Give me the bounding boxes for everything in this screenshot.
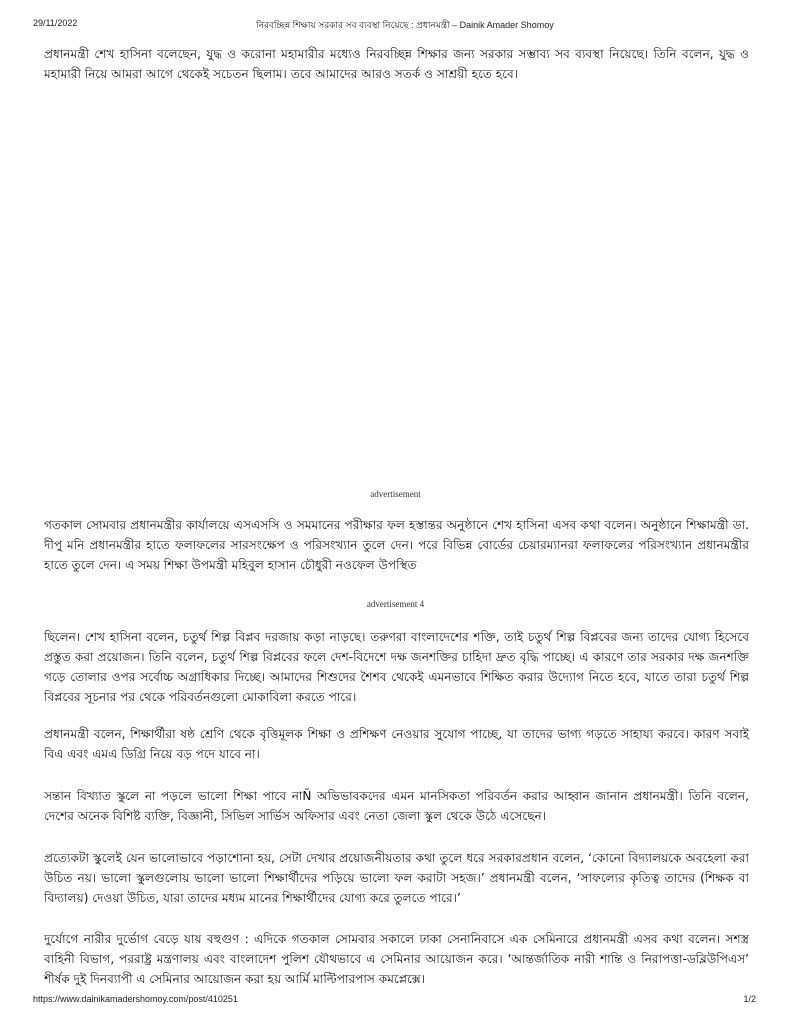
article-paragraph: ছিলেন। শেখ হাসিনা বলেন, চতুর্থ শিল্প বিপ্লব দরজায় কড়া নাড়ছে। তরুণরা বাংলাদেশের শক্তি, তাই চতুর্থ শিল্প বিপ্লবের জন্য তাদের যোগ্য হিসেবে প্রস্তুত করা প্রয়োজন। তিনি বলেন, চতুর্থ শিল্প বিপ্লবের ফলে দেশ-বিদেশে দক্ষ জনশক্তির চাহিদা দ্রুত বৃদ্ধি পাচ্ছে। এ কারণে তার সরকার দক্ষ জনশক্তি গড়ে তোলার ওপর সর্বোচ্চ অগ্রাধিকার দিচ্ছে। আমাদের শিশুদের শৈশব থেকেই এমনভাবে শিক্ষিত করার উদ্যোগ নিতে হবে, যাতে তারা চতুর্থ শিল্প বিপ্লবের সূচনার পর থেকে পরিবর্তনগুলো মোকাবিলা করতে পারে।: [44, 630, 749, 704]
article-paragraph: প্রত্যেকটা স্কুলেই যেন ভালোভাবে পড়াশোনা হয়, সেটা দেখার প্রয়োজনীয়তার কথা তুলে ধরে সরকারপ্রধান বলেন, ‘কোনো বিদ্যালয়কে অবহেলা করা উচিত নয়। ভালো স্কুলগুলোয় ভালো ভালো শিক্ষার্থীদের পড়িয়ে ভালো ফল করাটা সহজ।’ প্রধানমন্ত্রী বলেন, ‘সাফল্যের কৃতিত্ব তাদের (শিক্ষক বা বিদ্যালয়) দেওয়া উচিত, যারা তাদের মধ্যম মানের শিক্ষার্থীদের যোগ্য করে তুলতে পারে।’: [44, 851, 749, 905]
article-paragraph: সন্তান বিখ্যাত স্কুলে না পড়লে ভালো শিক্ষা পাবে নাÑ অভিভাবকদের এমন মানসিকতা পরিবর্তন করার আহ্বান জানান প্রধানমন্ত্রী। তিনি বলেন, দেশের অনেক বিশিষ্ট ব্যক্তি, বিজ্ঞানী, সিভিল সার্ভিস অফিসার এবং নেতা জেলা স্কুল থেকে উঠে এসেছেন।: [44, 789, 749, 823]
page-url[interactable]: https://www.dainikamadershomoy.com/post/410251: [33, 994, 238, 1004]
advertisement-label: advertisement: [370, 489, 421, 499]
print-date: 29/11/2022: [33, 18, 78, 28]
print-footer: [0, 994, 791, 1008]
print-header: [0, 18, 791, 32]
article-paragraph: গতকাল সোমবার প্রধানমন্ত্রীর কার্যালয়ে এসএসসি ও সমমানের পরীক্ষার ফল হস্তান্তর অনুষ্ঠানে শেখ হাসিনা এসব কথা বলেন। অনুষ্ঠানে শিক্ষামন্ত্রী ডা. দীপু মনি প্রধানমন্ত্রীর হাতে ফলাফলের সারসংক্ষেপ ও পরিসংখ্যান তুলে দেন। পরে বিভিন্ন বোর্ডের চেয়ারম্যানরা ফলাফলের পরিসংখ্যান প্রধানমন্ত্রীর হাতে তুলে দেন। এ সময় শিক্ষা উপমন্ত্রী মহিবুল হাসান চৌধুরী নওফেল উপস্থিত: [44, 518, 749, 572]
page-title: নিরবচ্ছিন্ন শিক্ষায় সরকার সব ব্যবস্থা নিয়েছে : প্রধানমন্ত্রী – Dainik Amader Shomoy: [256, 20, 554, 30]
article-paragraph: প্রধানমন্ত্রী বলেন, শিক্ষার্থীরা ষষ্ঠ শ্রেণি থেকে বৃত্তিমূলক শিক্ষা ও প্রশিক্ষণ নেওয়ার সুযোগ পাচ্ছে, যা তাদের ভাগ্য গড়তে সাহায্য করবে। কারণ সবাই বিএ এবং এমএ ডিগ্রি নিয়ে বড় পদে যাবে না।: [44, 727, 749, 761]
article-paragraph: দুর্যোগে নারীর দুর্ভোগ বেড়ে যায় বহুগুণ : এদিকে গতকাল সোমবার সকালে ঢাকা সেনানিবাসে এক সেমিনারে প্রধানমন্ত্রী এসব কথা বলেন। সশস্ত্র বাহিনী বিভাগ, পররাষ্ট্র মন্ত্রণালয় এবং বাংলাদেশ পুলিশ যৌথভাবে এ সেমিনার আয়োজন করে। ‘আন্তর্জাতিক নারী শান্তি ও নিরাপত্তা-ডব্লিউপিএস’ শীর্ষক দুই দিনব্যাপী এ সেমিনার আয়োজন করা হয় আর্মি মাল্টিপারপাস কমপ্লেক্সে।: [44, 932, 749, 986]
page-number: 1/2: [743, 994, 756, 1004]
article-paragraph: প্রধানমন্ত্রী শেখ হাসিনা বলেছেন, যুদ্ধ ও করোনা মহামারীর মধ্যেও নিরবচ্ছিন্ন শিক্ষার জন্য সরকার সম্ভাব্য সব ব্যবস্থা নিয়েছে। তিনি বলেন, যুদ্ধ ও মহামারী নিয়ে আমরা আগে থেকেই সচেতন ছিলাম। তবে আমাদের আরও সতর্ক ও সাশ্রয়ী হতে হবে।: [44, 47, 749, 81]
advertisement-label: advertisement 4: [366, 599, 425, 609]
